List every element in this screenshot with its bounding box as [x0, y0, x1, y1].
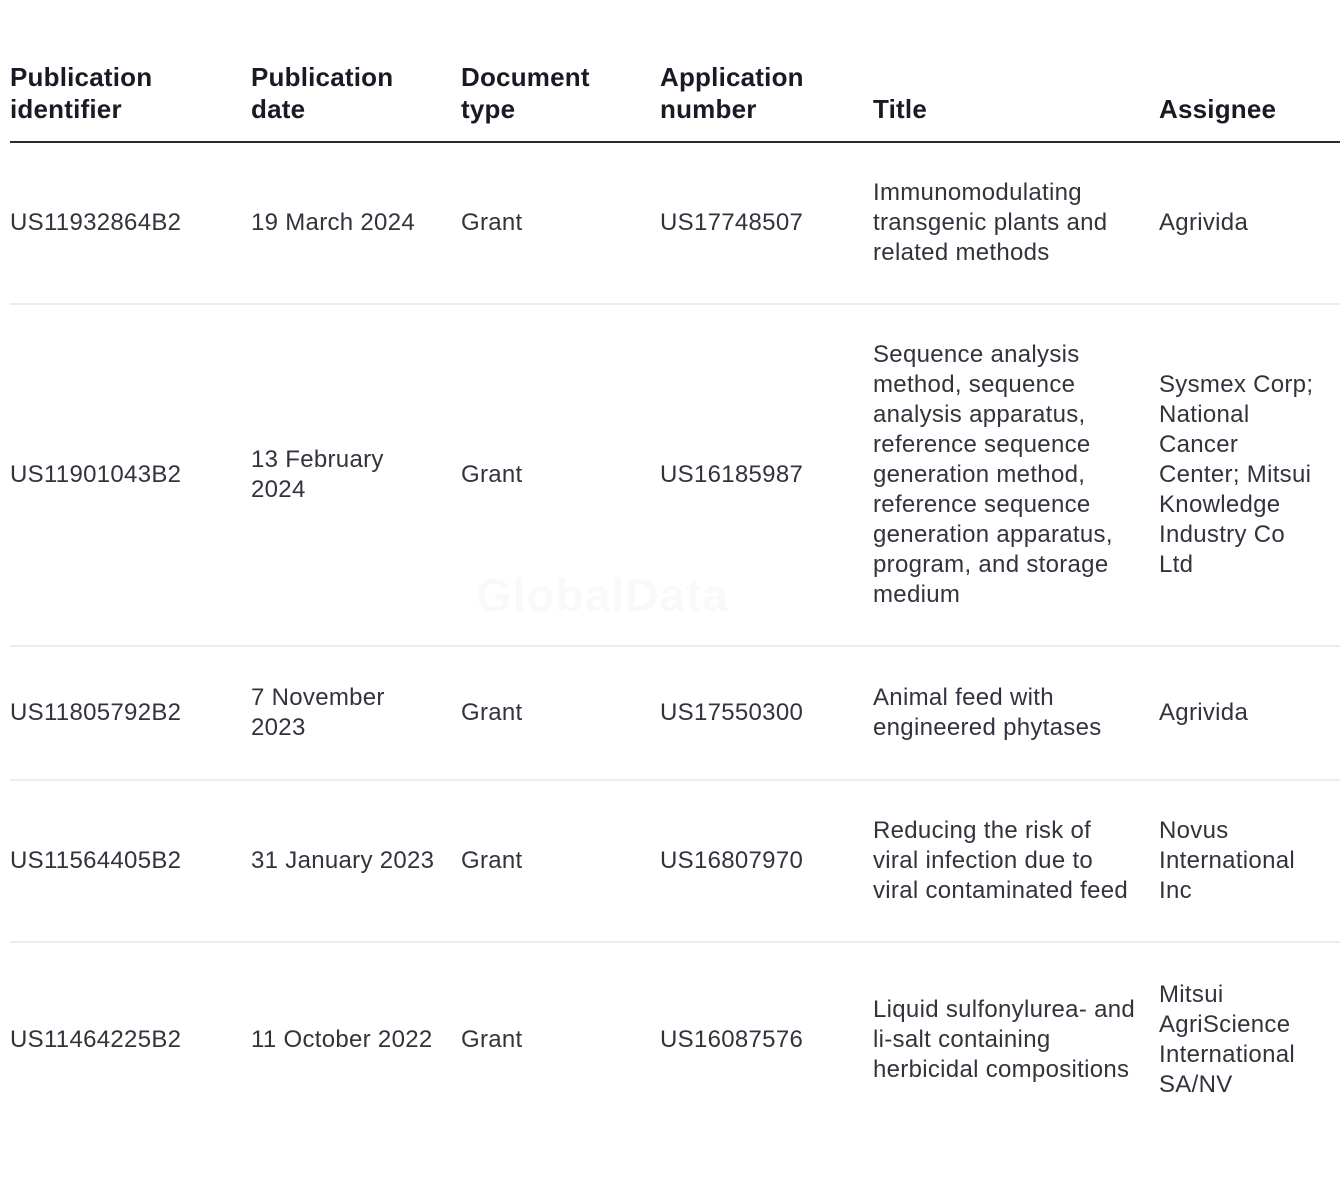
assignee-cell: Sysmex Corp; National Cancer Center; Mitsui Knowledge Industry Co Ltd	[1159, 304, 1340, 646]
table-row	[10, 942, 1340, 1136]
publication-date-cell: 31 January 2023	[251, 780, 461, 942]
publication-date-cell: 7 November 2023	[251, 646, 461, 780]
publication-identifier-cell: US11564405B2	[10, 780, 251, 942]
title-cell: Sequence analysis method, sequence analysis apparatus, reference sequence generation method, reference sequence generation apparatus, program, and storage medium	[873, 304, 1159, 646]
header-row	[10, 60, 1340, 142]
document-type-cell: Grant	[461, 646, 660, 780]
table-row	[10, 304, 1340, 646]
table-row	[10, 142, 1340, 304]
application-number-cell: US16087576	[660, 1025, 804, 1053]
publication-identifier-cell: US11932864B2	[10, 142, 251, 304]
publication-date-cell: 13 February 2024	[251, 304, 461, 646]
column-header-document-type[interactable]: Document type	[461, 60, 660, 142]
application-number-cell: US17550300	[660, 646, 873, 780]
title-cell: Reducing the risk of viral infection due to viral contaminated feed	[873, 780, 1159, 942]
patents-table-container	[10, 60, 1314, 1136]
publication-identifier-cell: US11464225B2	[10, 1025, 182, 1053]
patents-table	[10, 60, 1340, 1136]
document-type-cell: Grant	[461, 142, 660, 304]
assignee-cell: Agrivida	[1159, 142, 1340, 304]
title-cell: Animal feed with engineered phytases	[873, 646, 1159, 780]
column-header-assignee[interactable]: Assignee	[1159, 60, 1340, 142]
document-type-cell: Grant	[461, 304, 660, 646]
table-header	[10, 60, 1340, 142]
column-header-title[interactable]: Title	[873, 60, 1159, 142]
title-cell: Liquid sulfonylurea- and li-salt containing herbicidal compositions	[873, 995, 1136, 1083]
publication-date-cell: 19 March 2024	[251, 142, 461, 304]
column-header-publication-date[interactable]: Publication date	[251, 60, 461, 142]
table-row	[10, 780, 1340, 942]
application-number-cell: US16185987	[660, 304, 873, 646]
document-type-cell: Grant	[461, 780, 660, 942]
table-row	[10, 646, 1340, 780]
publication-identifier-cell: US11805792B2	[10, 646, 251, 780]
document-type-cell: Grant	[461, 1025, 523, 1053]
publication-date-cell: 11 October 2022	[251, 1025, 433, 1053]
title-cell: Immunomodulating transgenic plants and related methods	[873, 142, 1159, 304]
column-header-publication-identifier[interactable]: Publication identifier	[10, 60, 251, 142]
table-body	[10, 142, 1340, 1136]
assignee-cell: Agrivida	[1159, 646, 1340, 780]
application-number-cell: US16807970	[660, 780, 873, 942]
application-number-cell: US17748507	[660, 142, 873, 304]
assignee-cell: Novus International Inc	[1159, 780, 1340, 942]
assignee-cell: Mitsui AgriScience International SA/NV	[1159, 980, 1295, 1098]
column-header-application-number[interactable]: Application number	[660, 60, 873, 142]
publication-identifier-cell: US11901043B2	[10, 304, 251, 646]
